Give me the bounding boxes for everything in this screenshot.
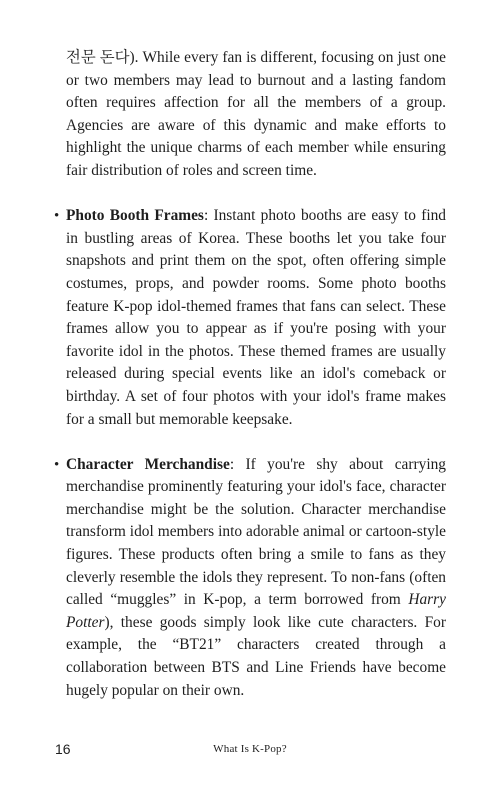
bullet-paragraph bbox=[66, 454, 446, 703]
continuation-paragraph: 전문 돈다). While every fan is different, focusing on just one or two members may lead to burnout and a lasting fandom often requires affection for all the members of a group. Agencies are aware of this dynamic and make efforts to highlight the unique charms of each member while ensuring fair distribution of roles and screen time. bbox=[66, 49, 446, 179]
bullet-paragraph bbox=[66, 205, 446, 431]
bullet-term: Photo Booth Frames bbox=[66, 207, 204, 225]
bullet-term: Character Merchandise bbox=[66, 455, 230, 473]
bullet-text-continued: ), these goods simply look like cute characters. For example, the “BT21” characters created through a collaboration between BTS and Line Friends have become hugely popular on their own. bbox=[66, 613, 446, 699]
bullet-marker: • bbox=[54, 208, 60, 225]
bullet-marker: • bbox=[54, 456, 60, 473]
running-head: What Is K-Pop? bbox=[213, 743, 287, 755]
bullet-photo-booth-frames bbox=[54, 205, 446, 431]
page-number: 16 bbox=[55, 741, 71, 757]
bullet-text: : If you're shy about carrying merchandise prominently featuring your idol's face, character merchandise might be the solution. Character merchandise transform idol members into adorable animal or cartoon-style figures. These products often bring a smile to fans as they cleverly resemble the idols they represent. To non-fans (often called “muggles” in K-pop, a term borrowed from bbox=[66, 455, 446, 609]
body-text bbox=[54, 47, 446, 702]
bullet-character-merchandise bbox=[54, 454, 446, 703]
bullet-text: : Instant photo booths are easy to find in bustling areas of Korea. These booths let you take four snapshots and print them on the spot, often offering simple costumes, props, and powder rooms. Some photo booths feature K-pop idol-themed frames that fans can select. These frames allow you to appear as if you're posing with your favorite idol in the photos. These themed frames are usually released during special events like an idol's comeback or birthday. A set of four photos with your idol's frame makes for a small but memorable keepsake. bbox=[66, 207, 446, 428]
italic-book-title: Harry Potter bbox=[66, 591, 446, 631]
